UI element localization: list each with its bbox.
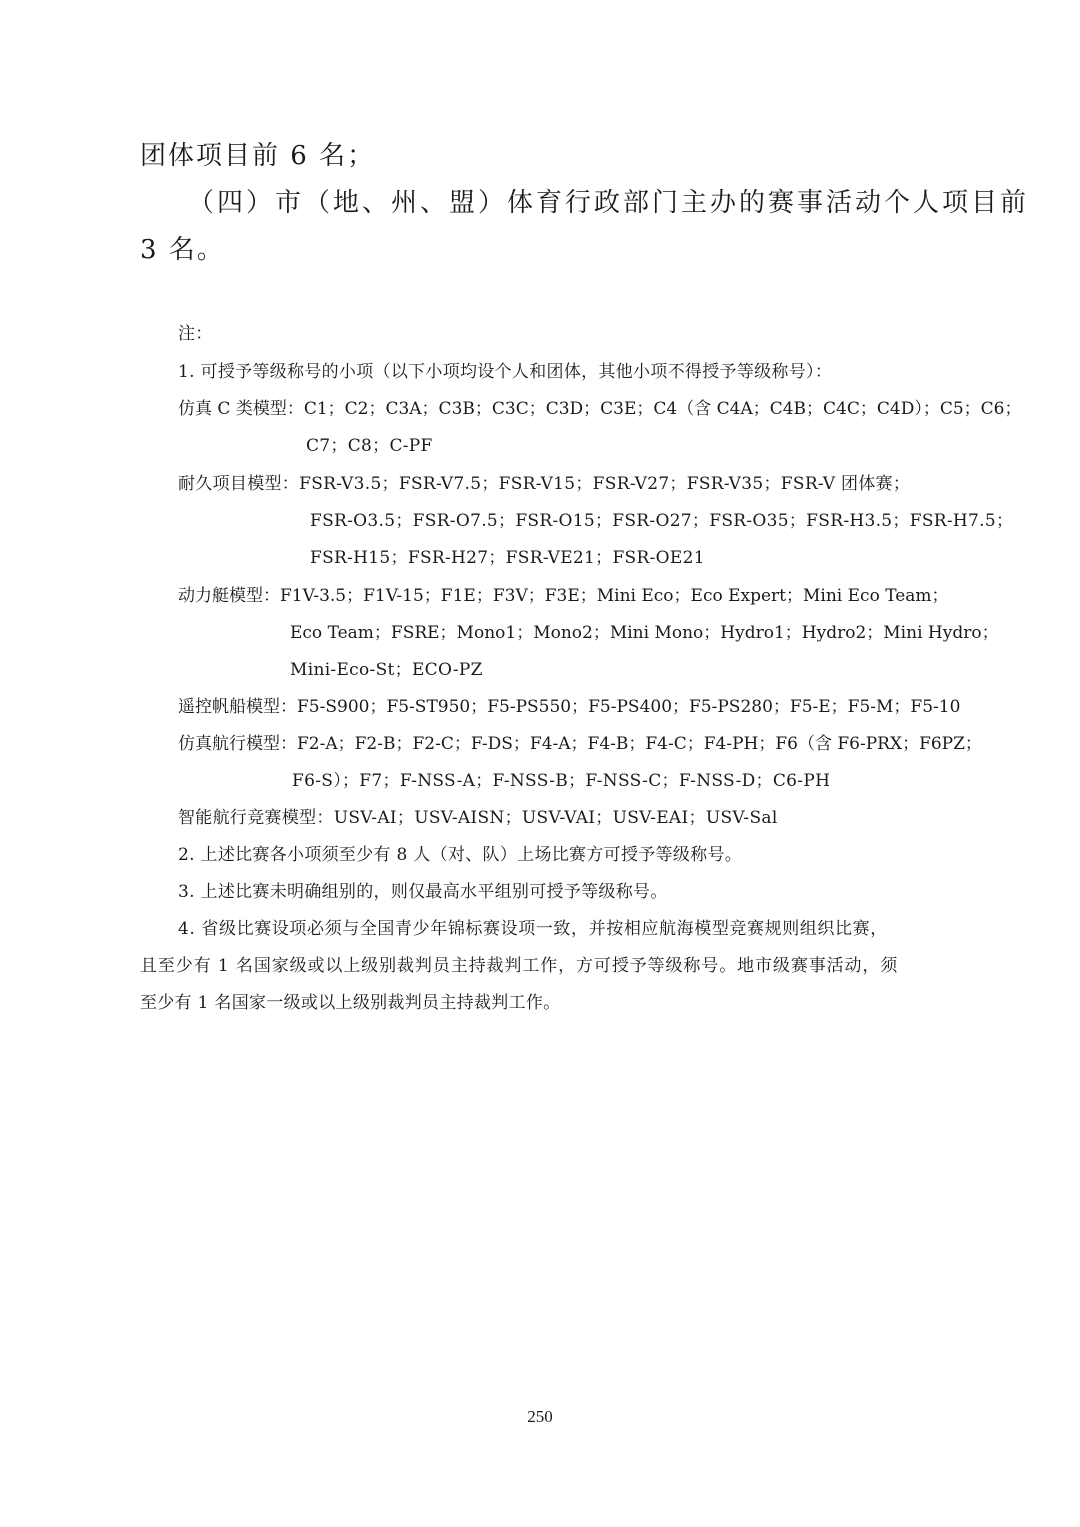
note-item-2: 2. 上述比赛各小项须至少有 8 人（对、队）上场比赛方可授予等级称号。 <box>178 845 743 865</box>
endurance-line-1: 耐久项目模型：FSR-V3.5；FSR-V7.5；FSR-V15；FSR-V27；FSR-V35；FSR-V 团体赛； <box>178 474 911 494</box>
navigation-line-2: F6-S）；F7；F-NSS-A；F-NSS-B；F-NSS-C；F-NSS-D；C6-PH <box>292 771 831 791</box>
powerboat-line-2: Eco Team；FSRE；Mono1；Mono2；Mini Mono；Hydro1；Hydro2；Mini Hydro； <box>290 623 999 643</box>
notes-heading: 注： <box>178 324 213 344</box>
c-class-line-2: C7；C8；C-PF <box>306 436 433 456</box>
note-item-4-line-1: 4. 省级比赛设项必须与全国青少年锦标赛设项一致，并按相应航海模型竞赛规则组织比赛， <box>178 919 888 939</box>
sailing-line-1: 遥控帆船模型：F5-S900；F5-ST950；F5-PS550；F5-PS400；F5-PS280；F5-E；F5-M；F5-10 <box>178 697 961 717</box>
page-number: 250 <box>527 1407 553 1426</box>
body-line-team-top6: 团体项目前 6 名； <box>140 141 376 171</box>
body-line-municipal: （四）市（地、州、盟）体育行政部门主办的赛事活动个人项目前 <box>188 188 1030 218</box>
note-item-3: 3. 上述比赛未明确组别的，则仅最高水平组别可授予等级称号。 <box>178 882 668 902</box>
c-class-line-1: 仿真 C 类模型：C1；C2；C3A；C3B；C3C；C3D；C3E；C4（含 C4A；C4B；C4C；C4D）；C5；C6； <box>178 399 1022 419</box>
endurance-line-3: FSR-H15；FSR-H27；FSR-VE21；FSR-OE21 <box>310 548 705 568</box>
powerboat-line-3: Mini-Eco-St；ECO-PZ <box>290 660 483 680</box>
endurance-line-2: FSR-O3.5；FSR-O7.5；FSR-O15；FSR-O27；FSR-O35；FSR-H3.5；FSR-H7.5； <box>310 511 1014 531</box>
body-line-top3: 3 名。 <box>140 235 225 265</box>
smart-navigation-line-1: 智能航行竞赛模型：USV-AI；USV-AISN；USV-VAI；USV-EAI；USV-Sal <box>178 808 778 828</box>
note-item-4-line-2: 且至少有 1 名国家级或以上级别裁判员主持裁判工作，方可授予等级称号。地市级赛事活动，须 <box>140 956 899 976</box>
note-item-1: 1. 可授予等级称号的小项（以下小项均设个人和团体，其他小项不得授予等级称号）： <box>178 362 833 382</box>
powerboat-line-1: 动力艇模型：F1V-3.5；F1V-15；F1E；F3V；F3E；Mini Eco；Eco Expert；Mini Eco Team； <box>178 586 949 606</box>
note-item-4-line-3: 至少有 1 名国家一级或以上级别裁判员主持裁判工作。 <box>140 993 561 1013</box>
navigation-line-1: 仿真航行模型：F2-A；F2-B；F2-C；F-DS；F4-A；F4-B；F4-C；F4-PH；F6（含 F6-PRX；F6PZ； <box>178 734 982 754</box>
